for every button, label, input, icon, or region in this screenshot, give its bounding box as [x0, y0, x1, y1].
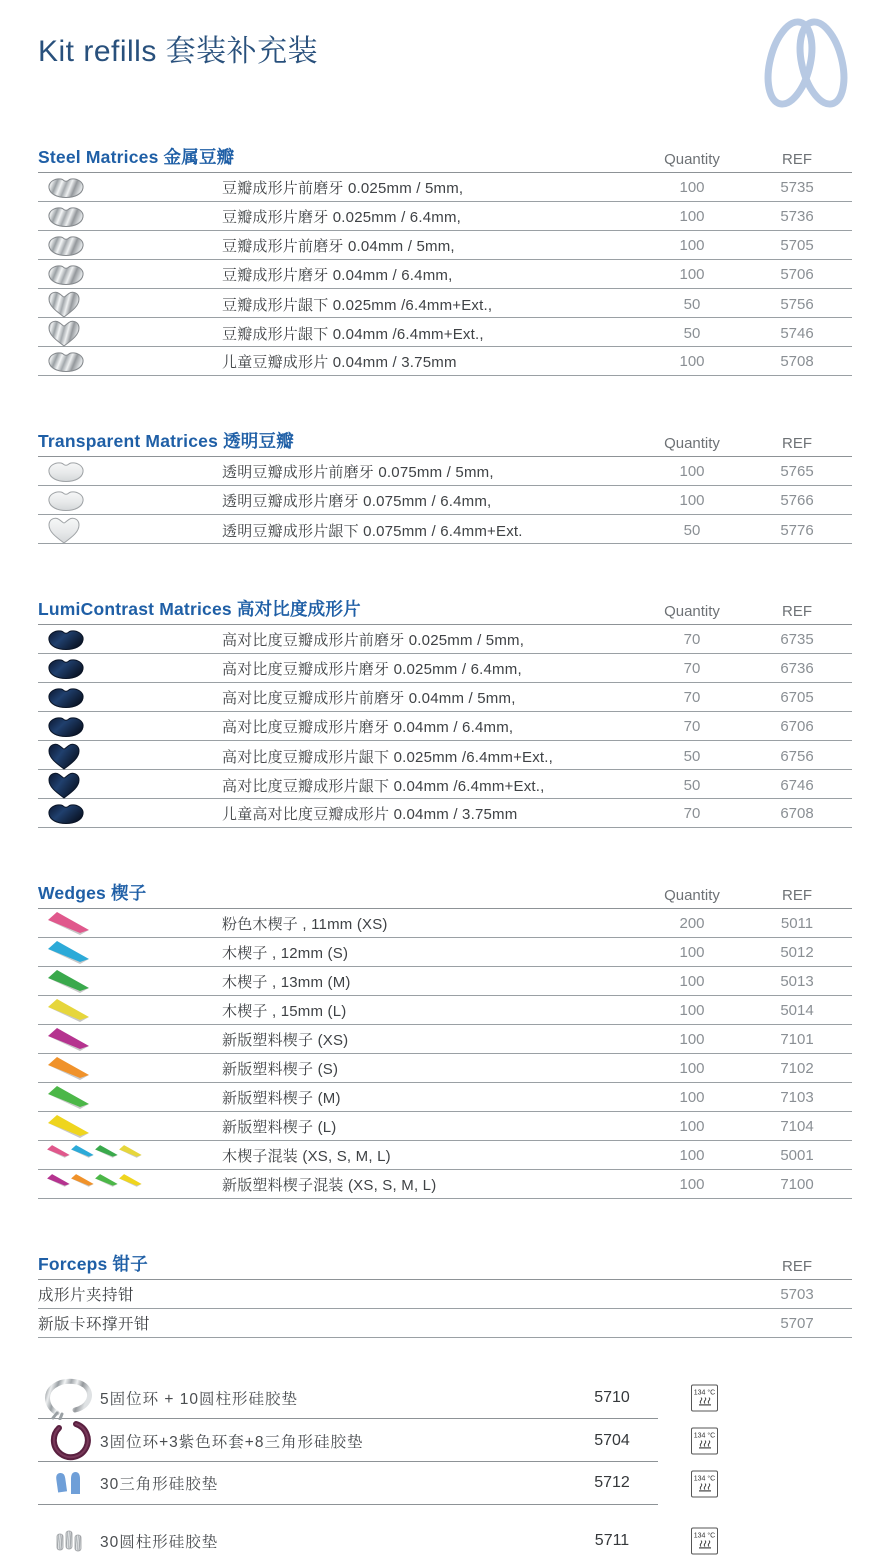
quantity-value: 70	[683, 717, 701, 735]
ref-number: 7104	[780, 1117, 814, 1135]
product-description: 成形片夹持钳	[38, 1287, 135, 1304]
wedge-icon	[38, 968, 222, 994]
product-description: 粉色木楔子 , 11mm (XS)	[222, 915, 388, 933]
table-row	[38, 1280, 852, 1309]
table-row	[38, 1083, 852, 1112]
table-row	[38, 1054, 852, 1083]
table-row	[38, 347, 852, 376]
quantity-column-header: Quantity	[664, 603, 720, 620]
table-row	[38, 1141, 852, 1170]
quantity-value: 100	[679, 1175, 705, 1193]
table-row	[38, 318, 852, 347]
steel-heart-icon	[38, 289, 222, 319]
quantity-value: 100	[679, 491, 705, 509]
table-row	[38, 202, 852, 231]
page-title: Kit refills 套装补充装	[38, 35, 319, 68]
ref-number: 5011	[780, 914, 814, 932]
product-description: 豆瓣成形片龈下 0.04mm /6.4mm+Ext.,	[222, 325, 484, 343]
table-row	[38, 289, 852, 318]
section-title: Transparent Matrices 透明豆瓣	[38, 431, 294, 451]
table-row	[38, 654, 852, 683]
ref-number: 7100	[780, 1175, 814, 1193]
accessory-row	[38, 1519, 852, 1562]
table-row	[38, 1309, 852, 1338]
ref-column-header: REF	[782, 1258, 812, 1275]
product-description: 木楔子 , 13mm (M)	[222, 973, 351, 991]
table-row	[38, 515, 852, 544]
ref-number: 5746	[780, 324, 814, 342]
product-description: 高对比度豆瓣成形片前磨牙 0.025mm / 5mm,	[222, 631, 525, 649]
wedge-icon	[38, 1026, 222, 1052]
product-description: 木楔子 , 12mm (S)	[222, 944, 349, 962]
quantity-value: 70	[683, 630, 701, 648]
table-row	[38, 625, 852, 654]
product-description: 木楔子 , 15mm (L)	[222, 1002, 347, 1020]
quantity-value: 70	[683, 804, 701, 822]
wedge-icon	[38, 939, 222, 965]
table-row	[38, 1112, 852, 1141]
wedge-mix-icon	[38, 1173, 222, 1195]
ref-number: 6736	[780, 659, 814, 677]
quantity-column-header: Quantity	[664, 151, 720, 168]
autoclave-134c-icon: 134 °C	[691, 1470, 718, 1497]
product-description: 高对比度豆瓣成形片龈下 0.025mm /6.4mm+Ext.,	[222, 748, 554, 766]
ref-number: 6705	[780, 688, 814, 706]
table-row	[38, 938, 852, 967]
quantity-value: 100	[679, 207, 705, 225]
ref-number: 6735	[780, 630, 814, 648]
ref-number: 5736	[780, 207, 814, 225]
quantity-value: 100	[679, 1059, 705, 1077]
ref-number: 6706	[780, 717, 814, 735]
wedge-icon	[38, 1055, 222, 1081]
section-title: Steel Matrices 金属豆瓣	[38, 147, 235, 167]
section-steel-matrices	[38, 144, 852, 376]
table-row	[38, 996, 852, 1025]
ref-number: 5706	[780, 265, 814, 283]
ref-number: 6746	[780, 776, 814, 794]
ref-number: 5012	[780, 943, 814, 961]
ref-number: 5710	[594, 1389, 630, 1406]
autoclave-134c-icon: 134 °C	[691, 1527, 718, 1554]
wedge-icon	[38, 910, 222, 936]
quantity-value: 100	[679, 943, 705, 961]
accessory-row	[38, 1462, 852, 1505]
table-row	[38, 1025, 852, 1054]
section-title: Wedges 楔子	[38, 883, 147, 903]
accessories-block	[38, 1376, 852, 1562]
autoclave-134c-icon: 134 °C	[691, 1427, 718, 1454]
ref-number: 5766	[780, 491, 814, 509]
ref-number: 5014	[780, 1001, 814, 1019]
table-row	[38, 1170, 852, 1199]
dark-heart-icon	[38, 770, 222, 800]
product-description: 高对比度豆瓣成形片龈下 0.04mm /6.4mm+Ext.,	[222, 777, 545, 795]
tooth-logo-icon	[762, 16, 850, 110]
ref-number: 5765	[780, 462, 814, 480]
product-description: 儿童高对比度豆瓣成形片 0.04mm / 3.75mm	[222, 805, 518, 823]
product-description: 新版塑料楔子 (L)	[222, 1118, 337, 1136]
quantity-value: 100	[679, 1117, 705, 1135]
product-description: 5固位环 + 10圆柱形硅胶垫	[100, 1391, 299, 1408]
table-row	[38, 260, 852, 289]
pads-triangle-icon	[38, 1470, 100, 1496]
table-row	[38, 909, 852, 938]
quantity-value: 100	[679, 236, 705, 254]
wedge-icon	[38, 1084, 222, 1110]
quantity-value: 70	[683, 659, 701, 677]
quantity-value: 50	[683, 776, 701, 794]
table-row	[38, 683, 852, 712]
table-row	[38, 712, 852, 741]
steel-bean-icon	[38, 204, 222, 229]
quantity-column-header: Quantity	[664, 435, 720, 452]
ref-number: 5707	[780, 1314, 814, 1332]
accessory-row	[38, 1376, 852, 1419]
product-description: 30圆柱形硅胶垫	[100, 1533, 219, 1551]
section-title: LumiContrast Matrices 高对比度成形片	[38, 599, 361, 619]
table-row	[38, 799, 852, 828]
product-description: 豆瓣成形片前磨牙 0.025mm / 5mm,	[222, 179, 464, 197]
ref-column-header: REF	[782, 435, 812, 452]
ref-column-header: REF	[782, 887, 812, 904]
dark-bean-icon	[38, 656, 222, 681]
product-description: 30三角形硅胶垫	[100, 1476, 219, 1493]
quantity-value: 50	[683, 747, 701, 765]
dark-bean-icon	[38, 801, 222, 826]
product-description: 高对比度豆瓣成形片磨牙 0.04mm / 6.4mm,	[222, 718, 514, 736]
ring-purple-icon	[38, 1419, 100, 1463]
masthead	[38, 20, 852, 110]
quantity-value: 50	[683, 295, 701, 313]
ref-number: 7103	[780, 1088, 814, 1106]
table-row	[38, 741, 852, 770]
quantity-value: 100	[679, 265, 705, 283]
accessory-row	[38, 1419, 852, 1462]
steel-bean-icon	[38, 262, 222, 287]
product-description: 豆瓣成形片前磨牙 0.04mm / 5mm,	[222, 237, 455, 255]
product-description: 新版塑料楔子 (S)	[222, 1060, 339, 1078]
product-description: 儿童豆瓣成形片 0.04mm / 3.75mm	[222, 353, 457, 371]
wedge-mix-icon	[38, 1144, 222, 1166]
table-row	[38, 486, 852, 515]
ref-column-header: REF	[782, 603, 812, 620]
quantity-value: 50	[683, 521, 701, 539]
quantity-column-header: Quantity	[664, 887, 720, 904]
product-description: 新版塑料楔子 (M)	[222, 1089, 341, 1107]
pads-cylinder-icon	[38, 1528, 100, 1554]
quantity-value: 100	[679, 1088, 705, 1106]
ref-number: 6756	[780, 747, 814, 765]
dark-bean-icon	[38, 685, 222, 710]
product-description: 豆瓣成形片龈下 0.025mm /6.4mm+Ext.,	[222, 296, 493, 314]
steel-bean-icon	[38, 175, 222, 200]
quantity-value: 200	[679, 914, 705, 932]
section-wedges	[38, 880, 852, 1199]
ref-number: 5708	[780, 352, 814, 370]
table-row	[38, 457, 852, 486]
table-row	[38, 770, 852, 799]
product-description: 新版塑料楔子混装 (XS, S, M, L)	[222, 1176, 437, 1194]
quantity-value: 100	[679, 1001, 705, 1019]
ref-number: 5712	[594, 1474, 630, 1491]
product-description: 高对比度豆瓣成形片前磨牙 0.04mm / 5mm,	[222, 689, 516, 707]
steel-bean-icon	[38, 233, 222, 258]
clear-heart-icon	[38, 515, 222, 545]
quantity-value: 100	[679, 972, 705, 990]
ref-number: 5705	[780, 236, 814, 254]
ref-number: 5776	[780, 521, 814, 539]
table-row	[38, 231, 852, 260]
section-transparent-matrices	[38, 428, 852, 544]
quantity-value: 100	[679, 1030, 705, 1048]
autoclave-134c-icon: 134 °C	[691, 1384, 718, 1411]
ref-number: 5704	[594, 1432, 630, 1449]
wedge-icon	[38, 997, 222, 1023]
ref-number: 5703	[780, 1285, 814, 1303]
quantity-value: 100	[679, 178, 705, 196]
product-description: 木楔子混装 (XS, S, M, L)	[222, 1147, 391, 1165]
table-row	[38, 967, 852, 996]
section-lumicontrast-matrices	[38, 596, 852, 828]
catalog-page	[0, 20, 890, 1562]
clear-bean-icon	[38, 488, 222, 513]
product-description: 新版卡环撑开钳	[38, 1316, 151, 1333]
quantity-value: 70	[683, 688, 701, 706]
product-description: 3固位环+3紫色环套+8三角形硅胶垫	[100, 1434, 364, 1451]
product-description: 新版塑料楔子 (XS)	[222, 1031, 349, 1049]
dark-bean-icon	[38, 627, 222, 652]
ref-number: 5756	[780, 295, 814, 313]
ref-column-header: REF	[782, 151, 812, 168]
ref-number: 5711	[594, 1531, 630, 1549]
product-description: 高对比度豆瓣成形片磨牙 0.025mm / 6.4mm,	[222, 660, 522, 678]
dark-bean-icon	[38, 714, 222, 739]
product-description: 透明豆瓣成形片龈下 0.075mm / 6.4mm+Ext.	[222, 522, 523, 540]
clear-bean-icon	[38, 459, 222, 484]
section-title: Forceps 钳子	[38, 1254, 148, 1274]
quantity-value: 100	[679, 462, 705, 480]
wedge-icon	[38, 1113, 222, 1139]
product-description: 豆瓣成形片磨牙 0.025mm / 6.4mm,	[222, 208, 462, 226]
steel-heart-icon	[38, 318, 222, 348]
table-row	[38, 173, 852, 202]
ref-number: 5013	[780, 972, 814, 990]
ref-number: 6708	[780, 804, 814, 822]
dark-heart-icon	[38, 741, 222, 771]
section-forceps	[38, 1251, 852, 1338]
quantity-value: 50	[683, 324, 701, 342]
product-description: 透明豆瓣成形片前磨牙 0.075mm / 5mm,	[222, 463, 494, 481]
product-description: 豆瓣成形片磨牙 0.04mm / 6.4mm,	[222, 266, 453, 284]
quantity-value: 100	[679, 1146, 705, 1164]
ref-number: 7101	[780, 1030, 814, 1048]
ring-silver-icon	[38, 1376, 100, 1420]
ref-number: 7102	[780, 1059, 814, 1077]
ref-number: 5001	[780, 1146, 814, 1164]
steel-bean-icon	[38, 349, 222, 374]
quantity-value: 100	[679, 352, 705, 370]
product-description: 透明豆瓣成形片磨牙 0.075mm / 6.4mm,	[222, 492, 492, 510]
ref-number: 5735	[780, 178, 814, 196]
